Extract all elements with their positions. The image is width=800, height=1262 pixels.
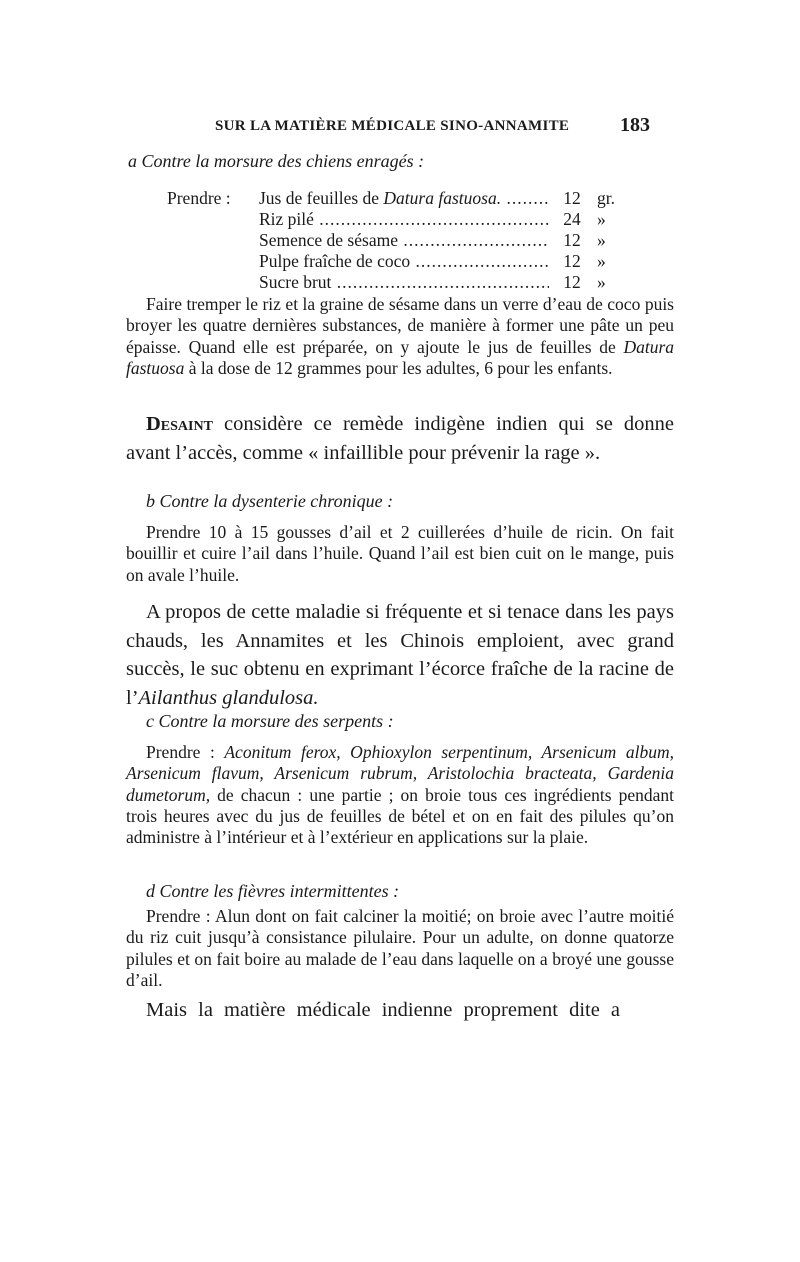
page-number: 183	[620, 114, 650, 136]
recipe-list	[167, 188, 637, 293]
ailanthus-paragraph: A propos de cette maladie si fréquente et si tenace dans les pays chauds, les Annamites et les Chinois emploient, avec grand succès, le suc obtenu en exprimant l’écorce fraîche de la racine de l’Ailanthus glandulosa.	[126, 601, 674, 709]
recipe-quantity: 12	[552, 188, 592, 209]
section-d-text: Prendre : Alun dont on fait calciner la moitié; on broie avec l’autre moitié du riz cuit jusqu’à consistance pilulaire. Pour un adulte, on donne quatorze pilules et on fait boire au malade de l’eau dans laquelle on a broyé une gousse d’ail.	[126, 906, 674, 990]
page-header	[0, 116, 800, 140]
recipe-ingredient: Pulpe fraîche de coco .....	[259, 251, 549, 272]
recipe-unit: »	[597, 209, 606, 229]
recipe-quantity: 12	[552, 251, 592, 272]
recipe-unit: »	[597, 251, 606, 271]
recipe-unit: »	[597, 230, 606, 250]
section-d-heading: d Contre les fièvres intermittentes :	[146, 881, 400, 901]
running-head: SUR LA MATIÈRE MÉDICALE SINO-ANNAMITE	[215, 118, 570, 134]
recipe-ingredient: Sucre brut .....	[259, 272, 549, 293]
recipe-ingredient: Semence de sésame .....	[259, 230, 549, 251]
section-c-heading: c Contre la morsure des serpents :	[146, 711, 394, 731]
desaint-paragraph: Desaint considère ce remède indigène indien qui se donne avant l’accès, comme « infaillible pour prévenir la rage ».	[126, 413, 674, 464]
section-b-heading: b Contre la dysenterie chronique :	[146, 491, 394, 511]
final-line: Mais la matière médicale indienne proprement dite a	[146, 999, 621, 1021]
recipe-row	[167, 188, 637, 209]
recipe-row	[167, 230, 637, 251]
recipe-prefix: Prendre :	[167, 188, 231, 208]
section-b-text: Prendre 10 à 15 gousses d’ail et 2 cuillerées d’huile de ricin. On fait bouillir et cuire l’ail dans l’huile. Quand l’ail est bien cuit on le mange, puis on avale l’huile.	[126, 522, 674, 585]
section-a-heading: a Contre la morsure des chiens enragés :	[128, 151, 425, 171]
recipe-quantity: 12	[552, 272, 592, 293]
recipe-ingredient: Riz pilé .....	[259, 209, 549, 230]
species-list: Aconitum ferox, Ophioxylon serpentinum, Arsenicum album, Arsenicum flavum, Arsenicum rubrum, Aristolochia bracteata, Gardenia dumetorum,	[126, 742, 674, 805]
section-a-instructions: Faire tremper le riz et la graine de sésame dans un verre d’eau de coco puis broyer les quatre dernières substances, de manière à former une pâte un peu épaisse. Quand elle est préparée, on y ajoute le jus de feuilles de Datura fastuosa à la dose de 12 grammes pour les adultes, 6 pour les enfants.	[126, 294, 674, 378]
recipe-unit: gr.	[597, 188, 615, 208]
recipe-row	[167, 272, 637, 293]
section-c-text: Prendre : Aconitum ferox, Ophioxylon serpentinum, Arsenicum album, Arsenicum flavum, Arsenicum rubrum, Aristolochia bracteata, Gardenia dumetorum, de chacun : une partie ; on broie tous ces ingrédients pendant trois heures avec du jus de feuilles de bétel et on en fait des pilules qu’on administre à l’intérieur et à l’extérieur en applications sur la plaie.	[126, 742, 674, 848]
recipe-row	[167, 209, 637, 230]
author-name: Desaint	[146, 413, 213, 435]
recipe-unit: »	[597, 272, 606, 292]
recipe-quantity: 12	[552, 230, 592, 251]
recipe-ingredient: Jus de feuilles de Datura fastuosa. .....	[259, 188, 549, 209]
recipe-row	[167, 251, 637, 272]
recipe-quantity: 24	[552, 209, 592, 230]
